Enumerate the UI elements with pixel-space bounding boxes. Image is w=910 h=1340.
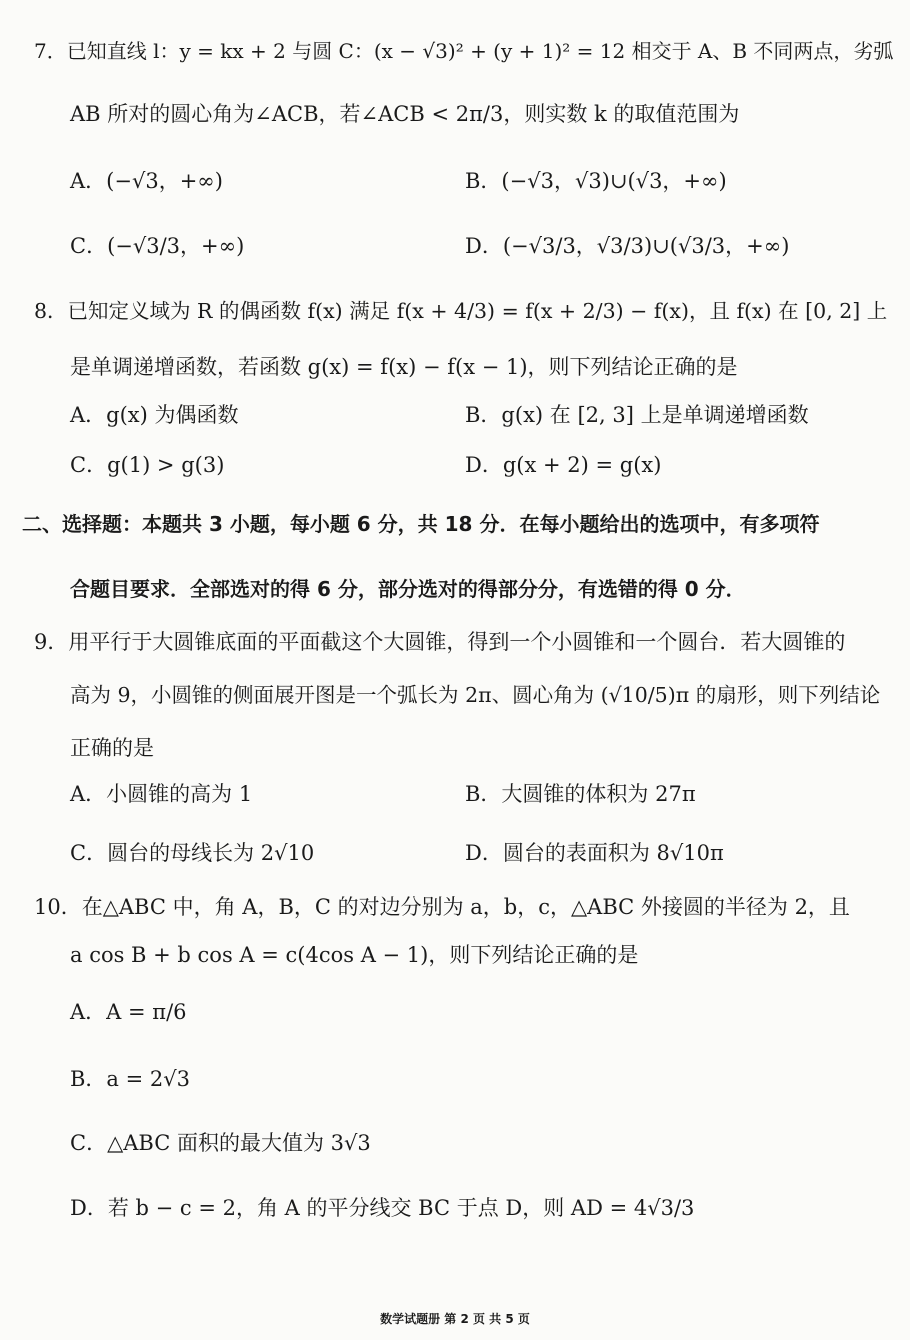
q8-option-a: A．g(x) 为偶函数 bbox=[70, 403, 239, 427]
q8-option-d: D．g(x + 2) = g(x) bbox=[465, 453, 662, 477]
q9-stem-line2: 高为 9，小圆锥的侧面展开图是一个弧长为 2π、圆心角为 (√10/5)π 的扇形，则下列结论 bbox=[70, 683, 881, 707]
q10-stem-line1: 10．在△ABC 中，角 A，B，C 的对边分别为 a，b，c，△ABC 外接圆的半径为 2，且 bbox=[34, 895, 850, 919]
q9-option-c: C．圆台的母线长为 2√10 bbox=[70, 841, 315, 865]
q10-option-b: B．a = 2√3 bbox=[70, 1067, 191, 1091]
q9-stem-line3: 正确的是 bbox=[70, 736, 154, 760]
q10-option-d: D．若 b − c = 2，角 A 的平分线交 BC 于点 D，则 AD = 4√3/3 bbox=[70, 1196, 695, 1220]
q7-stem-line2: AB 所对的圆心角为∠ACB，若∠ACB < 2π/3，则实数 k 的取值范围为 bbox=[70, 102, 740, 126]
q10-option-a: A．A = π/6 bbox=[70, 1000, 187, 1024]
q10-option-c: C．△ABC 面积的最大值为 3√3 bbox=[70, 1131, 371, 1155]
section2-header-line1: 二、选择题：本题共 3 小题，每小题 6 分，共 18 分．在每小题给出的选项中，有多项符 bbox=[22, 512, 820, 536]
q8-option-c: C．g(1) > g(3) bbox=[70, 453, 225, 477]
q10-stem-line2: a cos B + b cos A = c(4cos A − 1)，则下列结论正确的是 bbox=[70, 943, 639, 967]
q7-option-a: A．(−√3，+∞) bbox=[70, 169, 223, 193]
q8-stem-line2: 是单调递增函数，若函数 g(x) = f(x) − f(x − 1)，则下列结论正确的是 bbox=[70, 355, 738, 379]
q8-option-b: B．g(x) 在 [2, 3] 上是单调递增函数 bbox=[465, 403, 809, 427]
q7-stem-line1: 7．已知直线 l：y = kx + 2 与圆 C：(x − √3)² + (y + 1)² = 12 相交于 A、B 不同两点，劣弧 bbox=[34, 39, 894, 63]
section2-header-line2: 合题目要求．全部选对的得 6 分，部分选对的得部分分，有选错的得 0 分． bbox=[70, 577, 746, 601]
q9-stem-line1: 9．用平行于大圆锥底面的平面截这个大圆锥，得到一个小圆锥和一个圆台．若大圆锥的 bbox=[34, 630, 846, 654]
q9-option-d: D．圆台的表面积为 8√10π bbox=[465, 841, 724, 865]
q7-option-b: B．(−√3，√3)∪(√3，+∞) bbox=[465, 169, 727, 193]
q7-option-c: C．(−√3/3，+∞) bbox=[70, 234, 245, 258]
page-footer: 数学试题册 第 2 页 共 5 页 bbox=[380, 1312, 530, 1326]
q7-option-d: D．(−√3/3，√3/3)∪(√3/3，+∞) bbox=[465, 234, 790, 258]
q9-option-b: B．大圆锥的体积为 27π bbox=[465, 782, 696, 806]
q9-option-a: A．小圆锥的高为 1 bbox=[70, 782, 253, 806]
q8-stem-line1: 8．已知定义域为 R 的偶函数 f(x) 满足 f(x + 4/3) = f(x + 2/3) − f(x)，且 f(x) 在 [0, 2] 上 bbox=[34, 299, 888, 323]
